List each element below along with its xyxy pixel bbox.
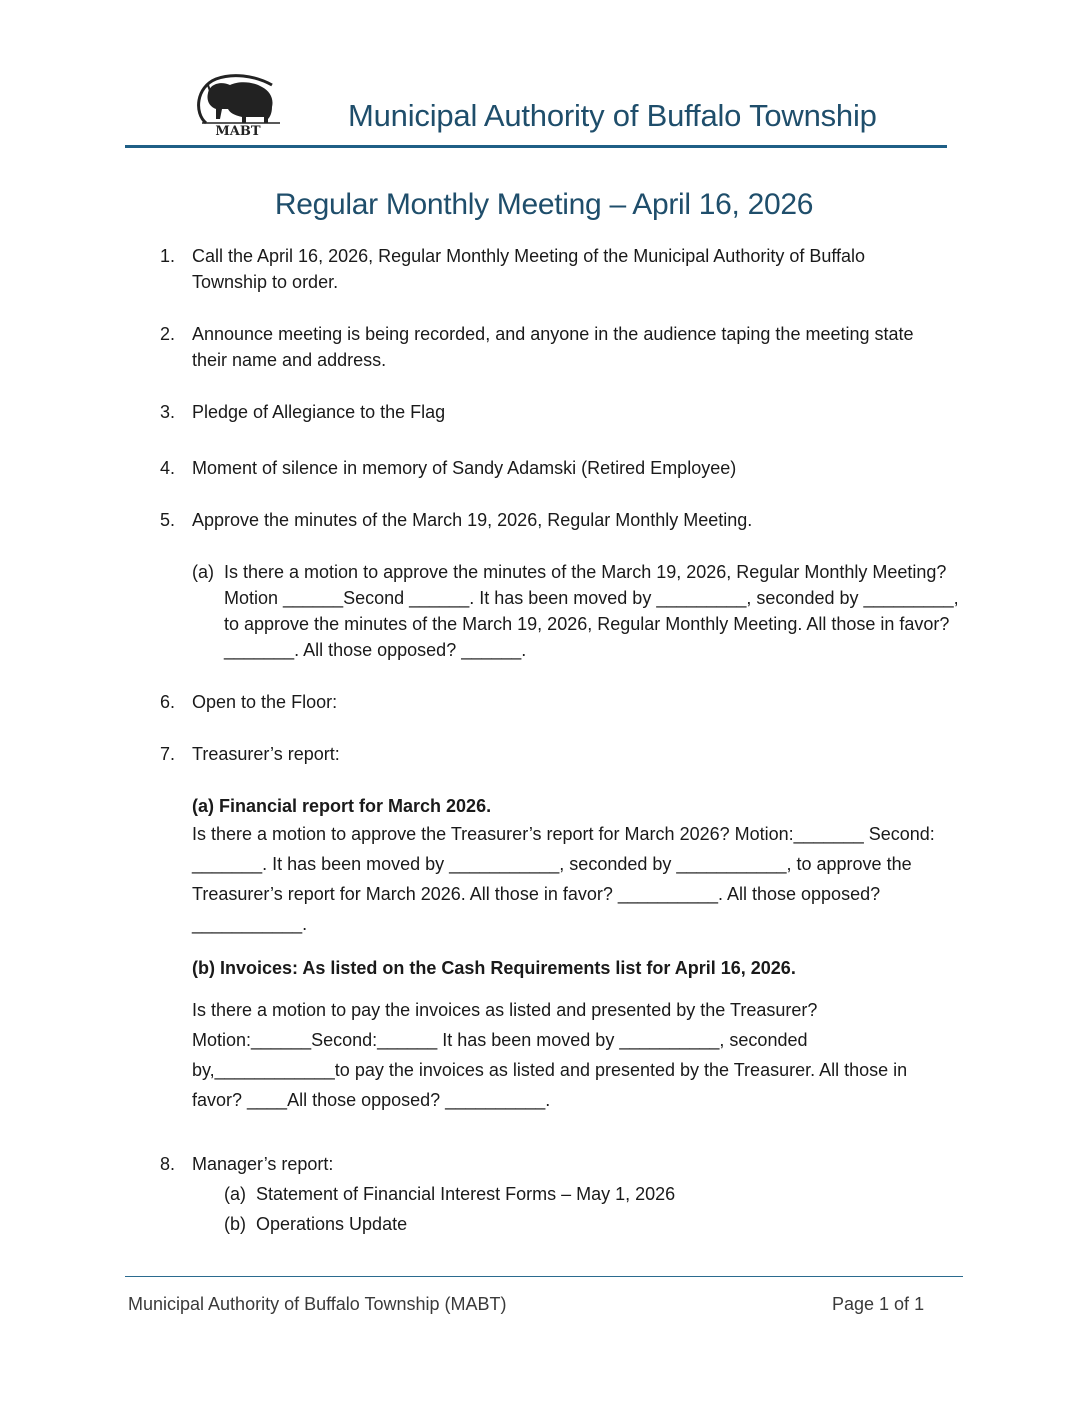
header-divider (125, 145, 947, 148)
item-text: Pledge of Allegiance to the Flag (192, 402, 446, 422)
item-number: 2. (160, 324, 176, 344)
item-number: 1. (160, 246, 176, 266)
item-text: Treasurer’s report: (192, 744, 340, 764)
meeting-title-text: Regular Monthly Meeting – April 16, 2026 (274, 188, 814, 221)
item-text: Moment of silence in memory of Sandy Adamski (Retired Employee) (192, 458, 737, 478)
financial-report-motion-text: Is there a motion to approve the Treasurer’s report for March 2026? Motion:_______ Second: _______. It has been moved by ___________, seconded by ___________, to approve the Treasurer’s report for March 2026. All those in favor? __________. All those opposed? ___________. (192, 824, 935, 934)
item-number: 8. (160, 1154, 176, 1174)
item-text: Call the April 16, 2026, Regular Monthly Meeting of the Municipal Authority of Buffalo Township to order. (192, 246, 866, 292)
page-title (0, 188, 1088, 222)
sub-item-letter: (b) (224, 1214, 246, 1234)
item-number: 4. (160, 458, 176, 478)
svg-text:MABT: MABT (215, 124, 261, 137)
footer-organization: Municipal Authority of Buffalo Township (MABT) (128, 1294, 507, 1314)
item-number: 7. (160, 744, 176, 764)
page-header (125, 70, 947, 148)
page-number: Page 1 of 1 (832, 1294, 925, 1314)
invoices-motion-text: Is there a motion to pay the invoices as listed and presented by the Treasurer? Motion:______Second:______ It has been moved by __________, seconded by,____________to pay the invoices as listed and presented by the Treasurer. All those in favor? ____All those opposed? __________. (192, 1000, 908, 1110)
item-text: Announce meeting is being recorded, and anyone in the audience taping the meeting state their name and address. (192, 324, 914, 370)
sub-item-letter: (a) (224, 1184, 246, 1204)
organization-name: Municipal Authority of Buffalo Township (348, 98, 877, 133)
financial-report-section (192, 793, 952, 939)
sub-item-text: Operations Update (256, 1214, 408, 1234)
buffalo-logo-icon (192, 73, 284, 137)
sub-item-text: Is there a motion to approve the minutes of the March 19, 2026, Regular Monthly Meeting? Motion ______Second ______. It has been moved by _________, seconded by _________, to approve the minutes of the March 19, 2026, Regular Monthly Meeting. All those in favor? _______. All those opposed? ______. (224, 562, 959, 660)
item-text: Approve the minutes of the March 19, 2026, Regular Monthly Meeting. (192, 510, 753, 530)
invoices-section (192, 955, 952, 1115)
item-number: 5. (160, 510, 176, 530)
item-number: 3. (160, 402, 176, 422)
invoices-heading: (b) Invoices: As listed on the Cash Requirements list for April 16, 2026. (192, 958, 796, 978)
sub-item-letter: (a) (192, 562, 214, 582)
item-text: Open to the Floor: (192, 692, 338, 712)
item-text: Manager’s report: (192, 1154, 334, 1174)
footer-divider (125, 1276, 963, 1277)
financial-report-heading: (a) Financial report for March 2026. (192, 796, 492, 816)
item-number: 6. (160, 692, 176, 712)
sub-item-text: Statement of Financial Interest Forms – May 1, 2026 (256, 1184, 676, 1204)
